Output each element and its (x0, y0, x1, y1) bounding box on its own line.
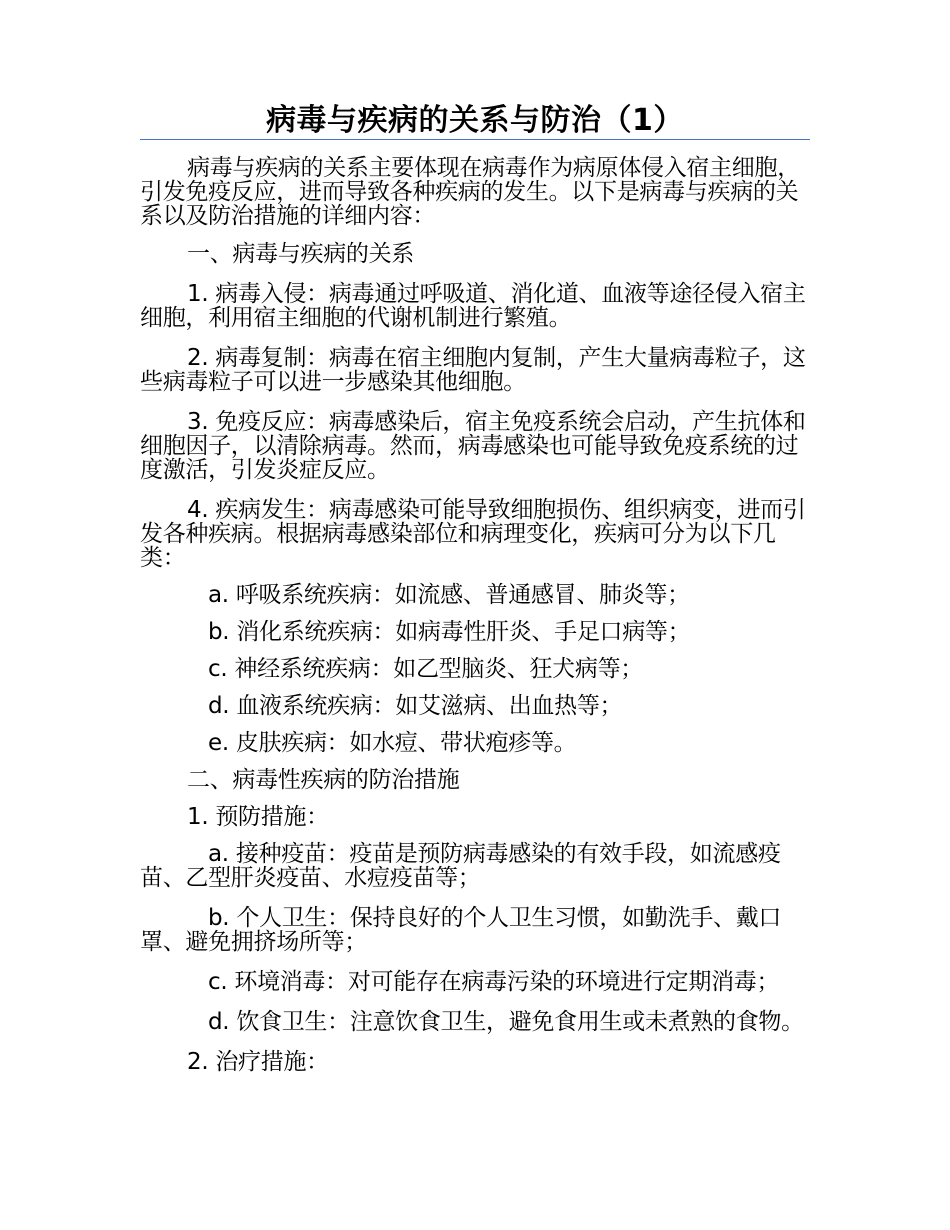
relationship-item: 3. 免疫反应：病毒感染后，宿主免疫系统会启动，产生抗体和细胞因子，以清除病毒。然而，病毒感染也可能导致免疫系统的过度激活，引发炎症反应。 (140, 409, 806, 483)
prevention-item: c. 环境消毒：对可能存在病毒污染的环境进行定期消毒； (208, 969, 780, 995)
disease-category-item: a. 呼吸系统疾病：如流感、普通感冒、肺炎等； (208, 582, 690, 608)
intro-paragraph: 病毒与疾病的关系主要体现在病毒作为病原体侵入宿主细胞，引发免疫反应，进而导致各种疾病的发生。以下是病毒与疾病的关系以及防治措施的详细内容： (140, 155, 800, 229)
relationship-item: 2. 病毒复制：病毒在宿主细胞内复制，产生大量病毒粒子，这些病毒粒子可以进一步感染其他细胞。 (140, 345, 806, 395)
disease-category-item: b. 消化系统疾病：如病毒性肝炎、手足口病等； (208, 619, 691, 645)
document-body (140, 156, 810, 1074)
prevention-item: d. 饮食卫生：注意饮食卫生，避免食用生或未煮熟的食物。 (208, 1009, 804, 1035)
disease-category-item: d. 血液系统疾病：如艾滋病、出血热等； (208, 693, 623, 719)
relationship-item: 4. 疾病发生：病毒感染可能导致细胞损伤、组织病变，进而引发各种疾病。根据病毒感染部位和病理变化，疾病可分为以下几类： (140, 497, 806, 571)
disease-category-item: c. 神经系统疾病：如乙型脑炎、狂犬病等； (208, 656, 643, 682)
prevention-item: b. 个人卫生：保持良好的个人卫生习惯，如勤洗手、戴口罩、避免拥挤场所等； (140, 905, 782, 955)
section-heading-relationship: 一、病毒与疾病的关系 (187, 241, 415, 267)
document-title: 病毒与疾病的关系与防治（1） (266, 103, 684, 138)
prevention-item: a. 接种疫苗：疫苗是预防病毒感染的有效手段，如流感疫苗、乙型肝炎疫苗、水痘疫苗等； (140, 841, 781, 891)
relationship-item: 1. 病毒入侵：病毒通过呼吸道、消化道、血液等途径侵入宿主细胞，利用宿主细胞的代谢机制进行繁殖。 (140, 281, 806, 331)
prevention-heading: 1. 预防措施： (187, 804, 329, 830)
treatment-heading: 2. 治疗措施： (187, 1049, 329, 1075)
title-underline (140, 139, 810, 140)
section-heading-prevention-treatment: 二、病毒性疾病的防治措施 (187, 767, 460, 793)
disease-category-item: e. 皮肤疾病：如水痘、带状疱疹等。 (208, 730, 577, 756)
